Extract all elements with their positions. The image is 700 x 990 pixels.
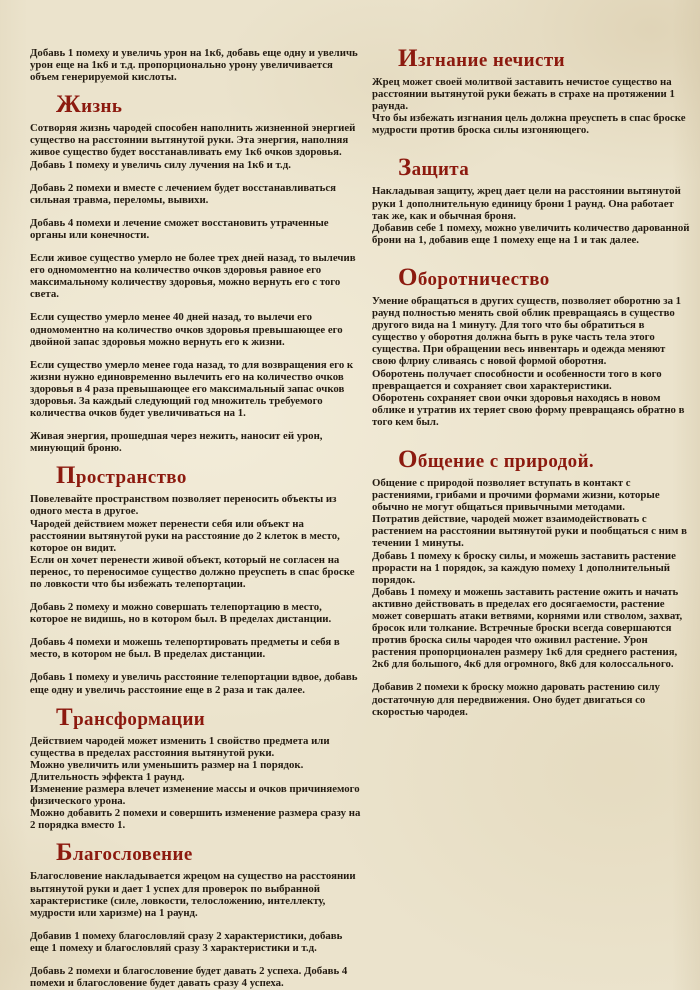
section-heading: Жизнь [56, 91, 123, 119]
paragraph: Чародей действием может перенести себя или объект на расстоянии вытянутой руки на расстояние до 2 клеток в место, которое он видит. [30, 517, 340, 554]
paragraph: Действием чародей может изменить 1 свойство предмета или существа в пределах расстояния вытянутой руки. [30, 734, 330, 759]
paragraph: Добавь 1 помеху и можешь заставить растение ожить и начать активно действовать в пределах его досягаемости, растение может совершать атаки ветвями, корнями или стволом, захват, бросок или толкание. Встречные броски всегда совершаются против броска силы чародея что оживил растение. Урон растения пропорционален размеру 1к6 для среднего растения, 2к6 для большого, 4к6 для огромного, 8к6 для колоссального. [372, 585, 683, 671]
paragraph: Общение с природой позволяет вступать в контакт с растениями, грибами и прочими формами жизни, которые обычно не могут общаться привычными методами. [372, 476, 660, 514]
paragraph: Оборотень сохраняет свои очки здоровья находясь в новом облике и утратив их теряет свою форму превращаясь обратно в того кем был. [372, 391, 685, 428]
section-heading: Благословение [56, 839, 193, 867]
paragraph: Живая энергия, прошедшая через нежить, наносит ей урон, минующий броню. [30, 430, 323, 455]
paragraph: Что бы избежать изгнания цель должна преуспеть в спас броске мудрости против броска силы изгоняющего. [372, 112, 686, 137]
paragraph: Сотворяя жизнь чародей способен наполнить жизненной энергией существо на расстоянии вытянутой руки. Эта энергия, наполняя живое существо будет восстанавливать ему 1к6 очков здоровья. Добавь 1 помеху и увеличь силу лучения на 1к6 и т.д. [30, 122, 356, 171]
paragraph: Оборотень получает способности и особенности того в кого превращается и сохраняет свои характеристики. [372, 367, 662, 392]
paragraph: Потратив действие, чародей может взаимодействовать с растением на расстоянии вытянутой руки и пообщаться с ним в течении 1 минуты. [372, 513, 687, 550]
paragraph: Если он хочет перенести живой объект, который не согласен на перенос, то переносимое существо должно преуспеть в спас броске по ловкости что бы избежать телепортации. [30, 553, 355, 590]
paragraph: Добавь 2 помехи и благословение будет давать 2 успеха. Добавь 4 помехи и благословение будет давать сразу 4 успеха. [30, 964, 348, 990]
paragraph: Благословение накладывается жрецом на существо на расстоянии вытянутой руки и дает 1 успех для проверок по выбранной характеристике (силе, ловкости, телосложению, интеллекту, мудрости или харизме) на 1 раунд. [30, 870, 356, 919]
paragraph: Добавь 2 помеху и можно совершать телепортацию в место, которое не видишь, но в котором был. В пределах дистанции. [30, 601, 332, 626]
paragraph: Если живое существо умерло не более трех дней назад, то вылечив его одномоментно на количество очков здоровья равное его максимальному количеству здоровья, можно вернуть его с того света. [30, 252, 356, 301]
paragraph: Повелевайте пространством позволяет переносить объекты из одного места в другое. [30, 493, 337, 518]
paragraph: Можно добавить 2 помехи и совершить изменение размера сразу на 2 порядка вместо 1. [30, 807, 361, 832]
paragraph: Жрец может своей молитвой заставить нечистое существо на расстоянии вытянутой руки бежать в страхе на протяжении 1 раунда. [372, 76, 675, 113]
paragraph: Накладывая защиту, жрец дает цели на расстоянии вытянутой руки 1 дополнительную единицу брони 1 раунд. Она работает так же, как и обычная броня. [372, 185, 681, 222]
section-heading: Оборотничество [398, 263, 550, 291]
paragraph: Добавив себе 1 помеху, можно увеличить количество дарованной брони на 1, добавив еще 1 помеху еще на 1 и так далее. [372, 221, 690, 246]
paragraph: Добавив 1 помеху благословляй сразу 2 характеристики, добавь еще 1 помеху и благословляй сразу 3 характеристики и т.д. [30, 929, 343, 954]
paragraph: Добавь 1 помеху и увеличь урон на 1к6, добавь еще одну и увеличь урон еще на 1к6 и т.д. пропорционально урону увеличивается объем генерируемой кислоты. [30, 47, 358, 84]
left-column [30, 47, 362, 990]
section-heading: Трансформации [56, 703, 206, 731]
paragraph: Добавь 1 помеху и увеличь расстояние телепортации вдвое, добавь еще одну и увеличь расстояние еще в 2 раза и так далее. [30, 671, 358, 696]
paragraph: Если существо умерло менее 40 дней назад, то вылечи его одномоментно на количество очков здоровья превышающее его двойной запас здоровья можно вернуть его к жизни. [30, 311, 343, 348]
section-heading: Общение с природой. [398, 445, 595, 473]
paragraph: Умение обращаться в других существ, позволяет оборотню за 1 раунд полностью менять свой облик превращаясь в существо другого вида на 1 минуту. Для того что бы обратиться в существо у оборотня должна быть в руке часть тела этого существа. При обращении весь инвентарь и одежда меняют свою флриу сливаясь с новой формой оборотня. [372, 294, 682, 368]
paragraph: Добавь 1 помеху к броску силы, и можешь заставить растение прорасти на 1 порядок, за каждую помеху 1 дополнительный порядок. [372, 549, 676, 586]
section-heading: Изгнание нечисти [398, 45, 565, 72]
paragraph: Длительность эффекта 1 раунд. [30, 770, 185, 783]
paragraph: Если существо умерло менее года назад, то для возвращения его к жизни нужно единовременно вылечить его на количество очков здоровья в 4 раза превышающее его максимальный запас очков здоровья. За каждый следующий год множитель требуемого количества очков будет увеличиваться на 1. [30, 358, 354, 420]
paragraph: Добавь 4 помехи и можешь телепортировать предметы и себя в место, в котором не был. В пределах дистанции. [30, 636, 340, 661]
section-heading: Пространство [56, 462, 187, 490]
paragraph: Добавив 2 помехи к броску можно даровать растению силу достаточную для передвижения. Оно будет двигаться со скоростью чародея. [372, 681, 660, 718]
paragraph: Можно увеличить или уменьшить размер на 1 порядок. [30, 758, 304, 771]
paragraph: Добавь 2 помехи и вместе с лечением будет восстанавливаться сильная травма, переломы, вывихи. [30, 181, 337, 206]
paragraph: Изменение размера влечет изменение массы и очков причиняемого физического урона. [30, 783, 360, 808]
paragraph: Добавь 4 помехи и лечение сможет восстановить утраченные органы или конечности. [30, 216, 329, 241]
section-heading: Защита [398, 154, 470, 182]
right-column [372, 47, 690, 970]
